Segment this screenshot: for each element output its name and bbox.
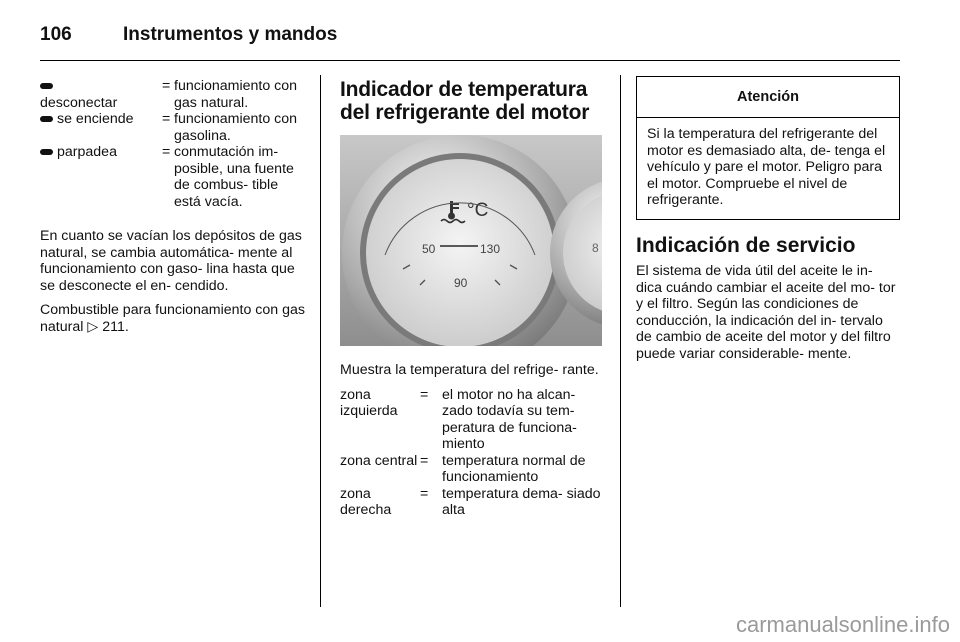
header-rule (40, 60, 900, 61)
row-term: zona central (340, 452, 418, 469)
column-divider-right (620, 75, 621, 607)
paragraph-cng-reference (40, 302, 305, 335)
paragraph-gas-switch: En cuanto se vacían los depósitos de gas natural, se cambia automática- mente al funcionamiento con gaso- lina hasta que se desconecte el en- cendido. (40, 228, 302, 294)
middle-column-lower (340, 362, 602, 519)
coolant-gauge-photo (340, 135, 602, 346)
attention-text: Si la temperatura del refrigerante del motor es demasiado alta, de- tenga el vehículo y pare el motor. Peligro para el motor. Compruebe el nivel de refrigerante. (647, 126, 886, 208)
row-equals: = (162, 78, 171, 94)
gauge-mark-center: 90 (454, 276, 468, 290)
gauge-mark-high: 130 (480, 242, 501, 256)
section-heading-service: Indicación de servicio (636, 234, 856, 257)
page-header (40, 14, 900, 54)
attention-box (636, 76, 900, 220)
row-definition: temperatura dema- siado alta (442, 485, 601, 518)
row-term: se enciende (57, 111, 134, 127)
attention-title: Atención (637, 77, 899, 118)
row-term: parpadea (57, 144, 117, 160)
page-number: 106 (40, 24, 72, 45)
cng-indicator-icon (40, 116, 53, 122)
table-row (340, 453, 602, 486)
reference-text: Combustible para funcionamiento con gas natural (40, 302, 305, 335)
right-column (636, 234, 902, 362)
gauge-caption: Muestra la temperatura del refrige- rante. (340, 362, 599, 378)
gauge-face (366, 159, 554, 346)
table-row (340, 486, 602, 519)
row-term: zona derecha (340, 485, 392, 518)
cng-indicator-icon (40, 149, 53, 155)
middle-column (340, 78, 602, 124)
row-equals: = (420, 485, 429, 502)
paragraph-service: El sistema de vida útil del aceite le in- dica cuándo cambiar el aceite del mo- tor y el filtro. Según las condiciones de conducción, la indicación del in- tervalo de cambio de aceite del motor y del filtro puede variar considerable- mente. (636, 263, 896, 362)
table-row (40, 144, 305, 210)
row-equals: = (420, 386, 429, 403)
row-equals: = (162, 144, 171, 160)
section-heading-coolant: Indicador de temperatura del refrigerante del motor (340, 78, 590, 124)
column-divider-left (320, 75, 321, 607)
row-definition: conmutación im- posible, una fuente de combus- tible está vacía. (174, 144, 294, 210)
row-definition: temperatura normal de funcionamiento (442, 452, 586, 485)
left-column (40, 78, 305, 335)
cng-indicator-table (40, 78, 305, 210)
cng-indicator-icon (40, 83, 53, 89)
row-definition: el motor no ha alcan- zado todavía su tem- peratura de funciona- miento (442, 386, 577, 452)
row-equals: = (420, 452, 429, 469)
row-equals: = (162, 111, 171, 127)
row-term: desconectar (40, 94, 118, 111)
page-reference[interactable]: 211. (102, 318, 129, 335)
page-title: Instrumentos y mandos (123, 24, 338, 45)
row-term: zona izquierda (340, 386, 398, 419)
gauge-mark-low: 50 (422, 242, 436, 256)
watermark: carmanualsonline.info (735, 612, 950, 637)
adjacent-gauge-mark: 8 (592, 241, 599, 255)
table-row (340, 387, 602, 453)
gauge-unit-label: °C (467, 200, 489, 221)
row-definition: funcionamiento con gas natural. (174, 78, 298, 111)
row-definition: funcionamiento con gasolina. (174, 111, 298, 144)
table-row (40, 78, 305, 111)
gauge-zone-table (340, 387, 602, 519)
page-ref-arrow-icon[interactable]: ▷ (87, 318, 99, 335)
table-row (40, 111, 305, 144)
